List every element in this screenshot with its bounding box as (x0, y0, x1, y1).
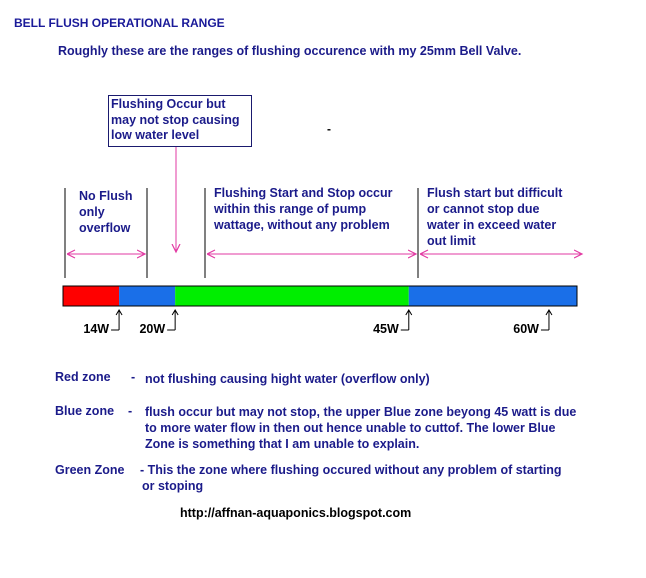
marker-label-45w: 45W (373, 322, 399, 336)
label-no-flush (79, 188, 132, 236)
label-line: only (79, 205, 105, 219)
label-line: No Flush (79, 189, 133, 203)
range-bar (63, 286, 577, 306)
page-subtitle: Roughly these are the ranges of flushing occurence with my 25mm Bell Valve. (58, 44, 522, 58)
callout-line: Flushing Occur but (111, 97, 226, 111)
label-line: out limit (427, 234, 476, 248)
label-line: Flush start but difficult (427, 186, 563, 200)
label-flush-difficult (427, 185, 562, 249)
marker-arrow-45w (401, 310, 412, 330)
legend-line: or stoping (142, 479, 204, 493)
bar-segment-blue-1 (119, 286, 175, 306)
marker-arrow-20w (167, 310, 178, 330)
legend-red-name: Red zone (55, 370, 111, 384)
stray-mark: - (327, 122, 331, 136)
blog-url[interactable]: http://affnan-aquaponics.blogspot.com (180, 506, 412, 520)
legend-red-text: not flushing causing hight water (overflow only) (145, 372, 430, 386)
label-line: within this range of pump (214, 202, 367, 216)
legend-red-dash: - (131, 370, 136, 384)
marker-label-60w: 60W (513, 322, 539, 336)
label-flush-ok (214, 185, 392, 233)
label-line: water in exceed water (427, 218, 557, 232)
legend-green-text (140, 462, 562, 494)
marker-arrow-60w (541, 310, 552, 330)
legend-line: - This the zone where flushing occured without any problem of starting (140, 463, 562, 477)
marker-label-14w: 14W (83, 322, 110, 336)
legend-line: to more water flow in then out hence unable to cuttof. The lower Blue (145, 421, 556, 435)
legend-blue-dash: - (128, 404, 133, 418)
marker-label-20w: 20W (139, 322, 166, 336)
label-line: overflow (79, 221, 131, 235)
label-line: wattage, without any problem (214, 218, 390, 232)
callout-line: low water level (111, 128, 200, 142)
marker-arrow-14w (111, 310, 122, 330)
legend-blue-name: Blue zone (55, 404, 115, 418)
label-line: or cannot stop due (427, 202, 540, 216)
bar-segment-red-0 (63, 286, 119, 306)
callout-line: may not stop causing (111, 112, 240, 127)
legend-line: Zone is something that I am unable to explain. (145, 437, 420, 451)
bar-segment-green-2 (175, 286, 409, 306)
bar-segment-blue-3 (409, 286, 577, 306)
legend-blue-text (145, 404, 576, 452)
page-title: BELL FLUSH OPERATIONAL RANGE (14, 16, 225, 30)
callout-box (108, 95, 252, 147)
legend-green-name: Green Zone (55, 463, 125, 477)
label-line: Flushing Start and Stop occur (214, 186, 393, 200)
legend-line: flush occur but may not stop, the upper Blue zone beyong 45 watt is due (145, 405, 577, 419)
